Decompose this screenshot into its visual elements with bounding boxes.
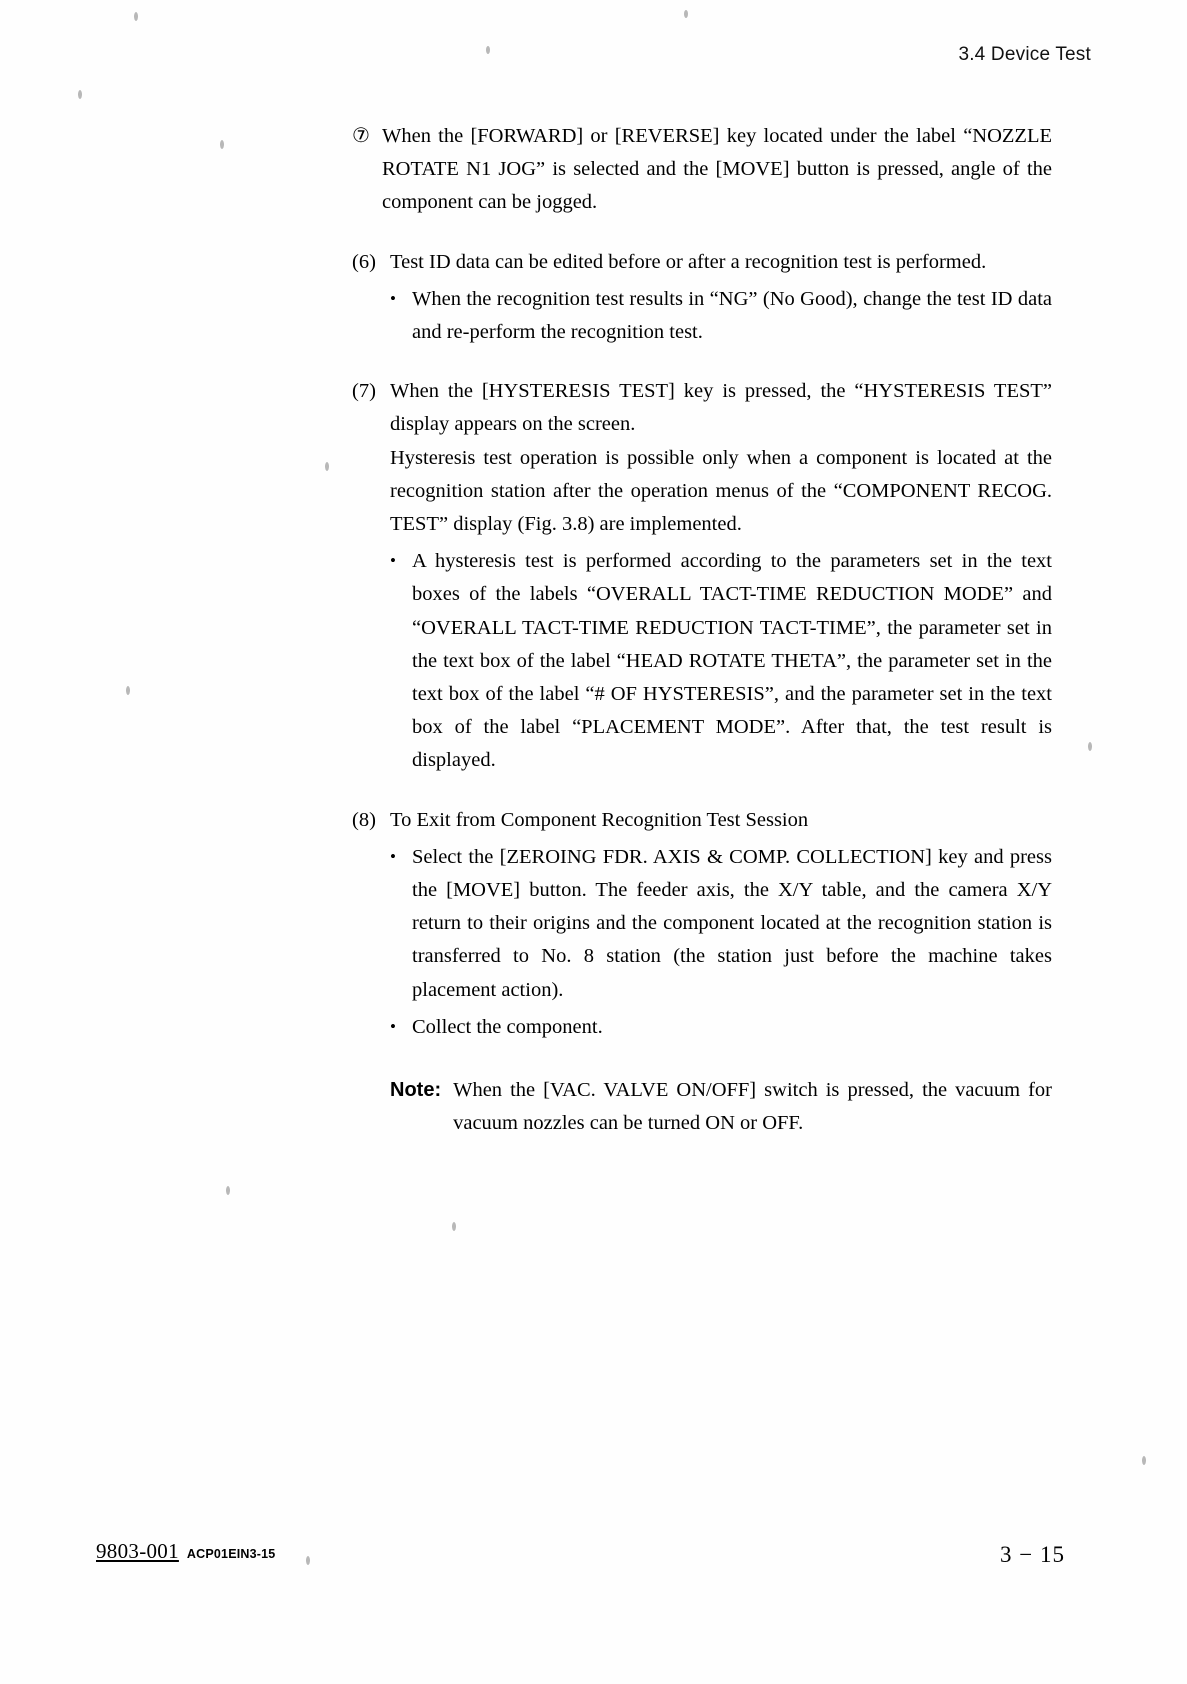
bullet-icon: • [390, 551, 396, 571]
note-text: When the [VAC. VALVE ON/OFF] switch is pressed, the vacuum for vacuum nozzles can be turned ON or OFF. [453, 1079, 1052, 1135]
list-marker: ⑦ [352, 125, 370, 147]
scan-speck [1088, 742, 1092, 751]
bullet-item [390, 1011, 1052, 1044]
list-marker: (6) [352, 250, 376, 273]
scan-speck [1142, 1456, 1146, 1465]
list-item-text: When the [HYSTERESIS TEST] key is pressed, the “HYSTERESIS TEST” display appears on the screen. [390, 380, 1052, 436]
bullet-text: A hysteresis test is performed according to the parameters set in the text boxes of the labels “OVERALL TACT-TIME REDUCTION MODE” and “OVERALL TACT-TIME REDUCTION TACT-TIME”, the parameter set in the text box of the label “HEAD ROTATE THETA”, the parameter set in the text box of the label “# OF HYSTERESIS”, and the parameter set in the text box of the label “PLACEMENT MODE”. After that, the test result is displayed. [412, 550, 1052, 772]
bullet-icon: • [390, 1016, 396, 1036]
bullet-item [390, 283, 1052, 349]
scan-speck [78, 90, 82, 99]
list-marker: (7) [352, 380, 376, 403]
list-item-paragraph: Hysteresis test operation is possible only when a component is located at the recognition station after the operation menus of the “COMPONENT RECOG. TEST” display (Fig. 3.8) are implemented. [390, 446, 1052, 536]
list-item-text: To Exit from Component Recognition Test Session [390, 808, 809, 831]
list-item-text: Test ID data can be edited before or after a recognition test is performed. [390, 250, 987, 273]
scan-speck [452, 1222, 456, 1231]
scan-speck [226, 1186, 230, 1195]
bullet-text: When the recognition test results in “NG” (No Good), change the test ID data and re-perform the recognition test. [412, 287, 1052, 344]
list-marker: (8) [352, 808, 376, 831]
page-number: 3 − 15 [1000, 1542, 1065, 1567]
footer-document-code [96, 1539, 275, 1564]
page-header-section: 3.4 Device Test [958, 44, 1091, 65]
document-body [352, 120, 1052, 1140]
scan-speck [325, 462, 329, 471]
bullet-item [390, 841, 1052, 1007]
list-item [352, 375, 1052, 777]
scan-speck [134, 12, 138, 21]
bullet-icon: • [390, 846, 396, 866]
list-item [352, 246, 1052, 350]
bullet-text: Select the [ZEROING FDR. AXIS & COMP. COLLECTION] key and press the [MOVE] button. The feeder axis, the X/Y table, and the camera X/Y return to their origins and the component located at the recognition station is transferred to No. 8 station (the station just before the machine takes placement action). [412, 845, 1052, 1001]
scan-speck [220, 140, 224, 149]
bullet-icon: • [390, 288, 396, 308]
scan-speck [126, 686, 130, 695]
doc-code: 9803-001 [96, 1539, 179, 1563]
scan-speck [306, 1556, 310, 1565]
scan-speck [486, 46, 490, 54]
note-block [390, 1074, 1052, 1140]
note-label: Note: [390, 1079, 442, 1102]
bullet-item [390, 545, 1052, 777]
bullet-text: Collect the component. [412, 1015, 603, 1038]
list-item-text: When the [FORWARD] or [REVERSE] key located under the label “NOZZLE ROTATE N1 JOG” is selected and the [MOVE] button is pressed, angle of the component can be jogged. [382, 125, 1052, 214]
scan-speck [684, 10, 688, 18]
list-item [352, 120, 1052, 220]
doc-code-suffix: ACP01EIN3-15 [186, 1547, 276, 1561]
list-item [352, 804, 1052, 1044]
